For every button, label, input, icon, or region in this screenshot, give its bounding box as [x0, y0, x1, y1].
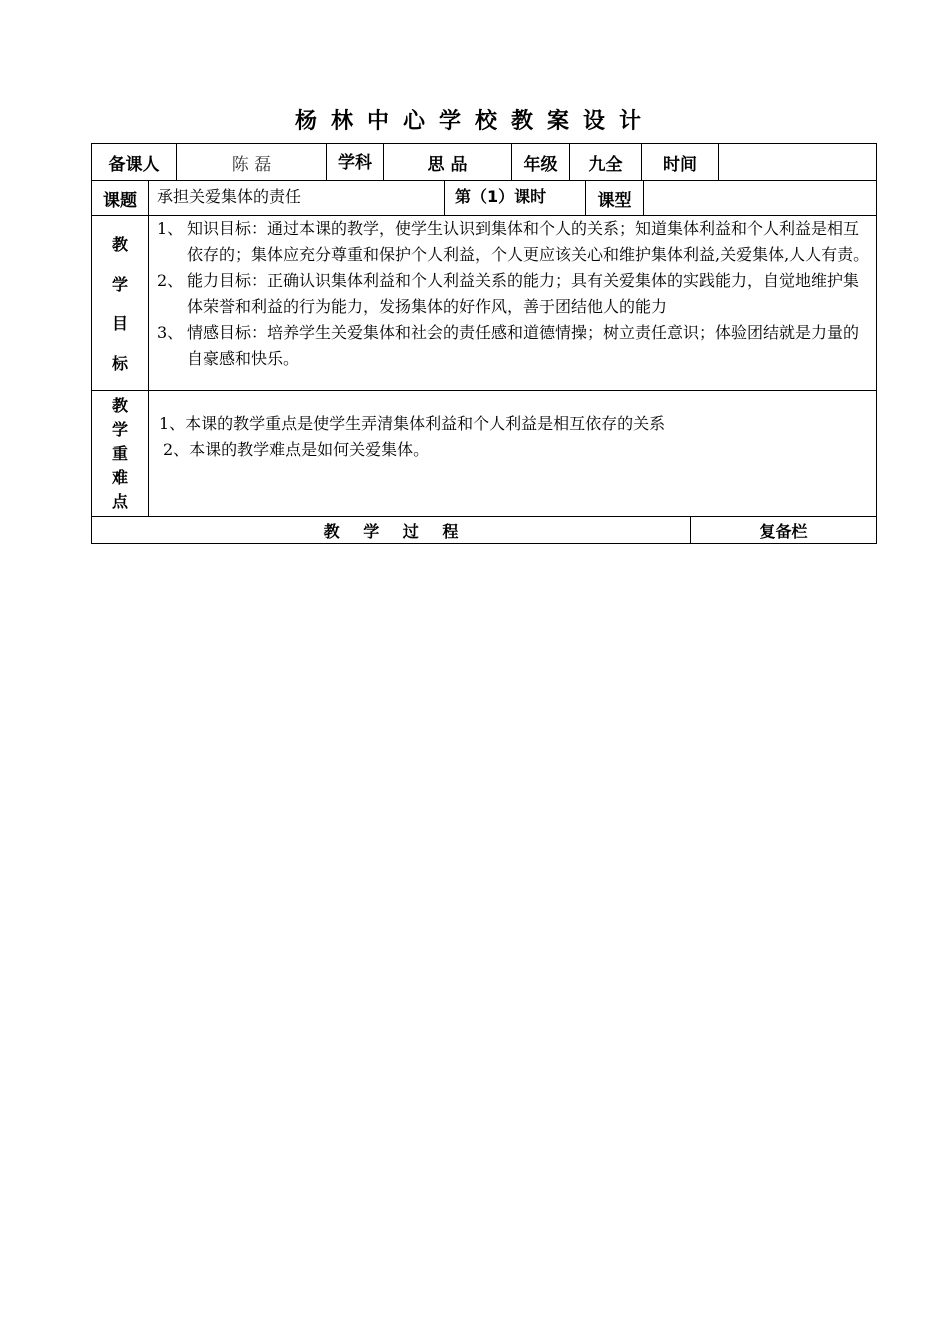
keypoints-row [91, 390, 877, 517]
keypoints-label-char: 教 [111, 395, 128, 415]
difficult-point-line: 2、本课的教学难点是如何关爱集体。 [163, 440, 430, 459]
objective-text: 知识目标：通过本课的教学，使学生认识到集体和个人的关系；知道集体利益和个人利益是相互依存的；集体应充分尊重和保护个人利益，个人更应该关心和维护集体利益,关爱集体,人人有责。 [187, 219, 870, 264]
keypoints-label [92, 391, 149, 516]
topic-label: 课题 [103, 190, 137, 211]
process-header-cell [92, 517, 691, 543]
preparer-value: 陈 磊 [231, 154, 272, 175]
topic-value-cell [149, 181, 445, 215]
type-value-cell [644, 181, 876, 215]
objectives-content [149, 216, 876, 390]
info-row [91, 143, 877, 181]
subject-value-cell [384, 144, 512, 180]
grade-label: 年级 [523, 154, 558, 175]
objective-item [153, 268, 870, 320]
objectives-label-char: 标 [111, 353, 128, 373]
period-label-cell [445, 181, 586, 215]
objective-number: 1、 [157, 219, 184, 238]
objectives-label-char: 学 [111, 274, 128, 294]
subject-label: 学科 [338, 153, 372, 173]
topic-value: 承担关爱集体的责任 [157, 187, 302, 206]
objective-item [153, 216, 870, 268]
objective-number: 2、 [157, 271, 184, 290]
keypoints-content [149, 391, 876, 516]
time-label: 时间 [663, 154, 697, 175]
key-point-line: 1、本课的教学重点是使学生弄清集体利益和个人利益是相互依存的关系 [159, 414, 666, 433]
grade-value-cell [570, 144, 642, 180]
type-label-cell [586, 181, 644, 215]
objective-item [153, 320, 870, 372]
time-value-cell [719, 144, 876, 180]
preparer-value-cell [177, 144, 327, 180]
process-header-row [91, 516, 877, 544]
keypoints-label-char: 点 [111, 491, 128, 511]
preparer-label-cell [92, 144, 177, 180]
topic-label-cell [92, 181, 149, 215]
objective-text: 情感目标：培养学生关爱集体和社会的责任感和道德情操；树立责任意识；体验团结就是力量的自豪感和快乐。 [187, 323, 860, 368]
keypoints-label-char: 重 [111, 443, 128, 463]
time-label-cell [642, 144, 719, 180]
preparer-label: 备课人 [108, 154, 160, 175]
topic-row [91, 180, 877, 216]
review-header: 复备栏 [759, 521, 808, 541]
keypoints-label-char: 难 [111, 467, 128, 487]
objectives-label-char: 教 [111, 235, 128, 255]
objectives-row [91, 215, 877, 391]
subject-value: 思 品 [427, 154, 468, 175]
objectives-label-char: 目 [111, 314, 128, 334]
keypoints-label-char: 学 [111, 419, 128, 439]
period-label: 第（1）课时 [455, 187, 547, 206]
process-header: 教 学 过 程 [323, 521, 459, 541]
subject-label-cell [327, 144, 384, 180]
grade-value: 九全 [588, 154, 623, 175]
objective-text: 能力目标：正确认识集体利益和个人利益关系的能力；具有关爱集体的实践能力，自觉地维护集体荣誉和利益的行为能力，发扬集体的好作风，善于团结他人的能力 [187, 271, 860, 316]
objective-number: 3、 [157, 323, 184, 342]
grade-label-cell [512, 144, 570, 180]
type-label: 课型 [597, 190, 632, 211]
page-title: 杨林中心学校教案设计 [294, 108, 655, 134]
review-header-cell [691, 517, 876, 543]
objectives-label [92, 216, 149, 390]
